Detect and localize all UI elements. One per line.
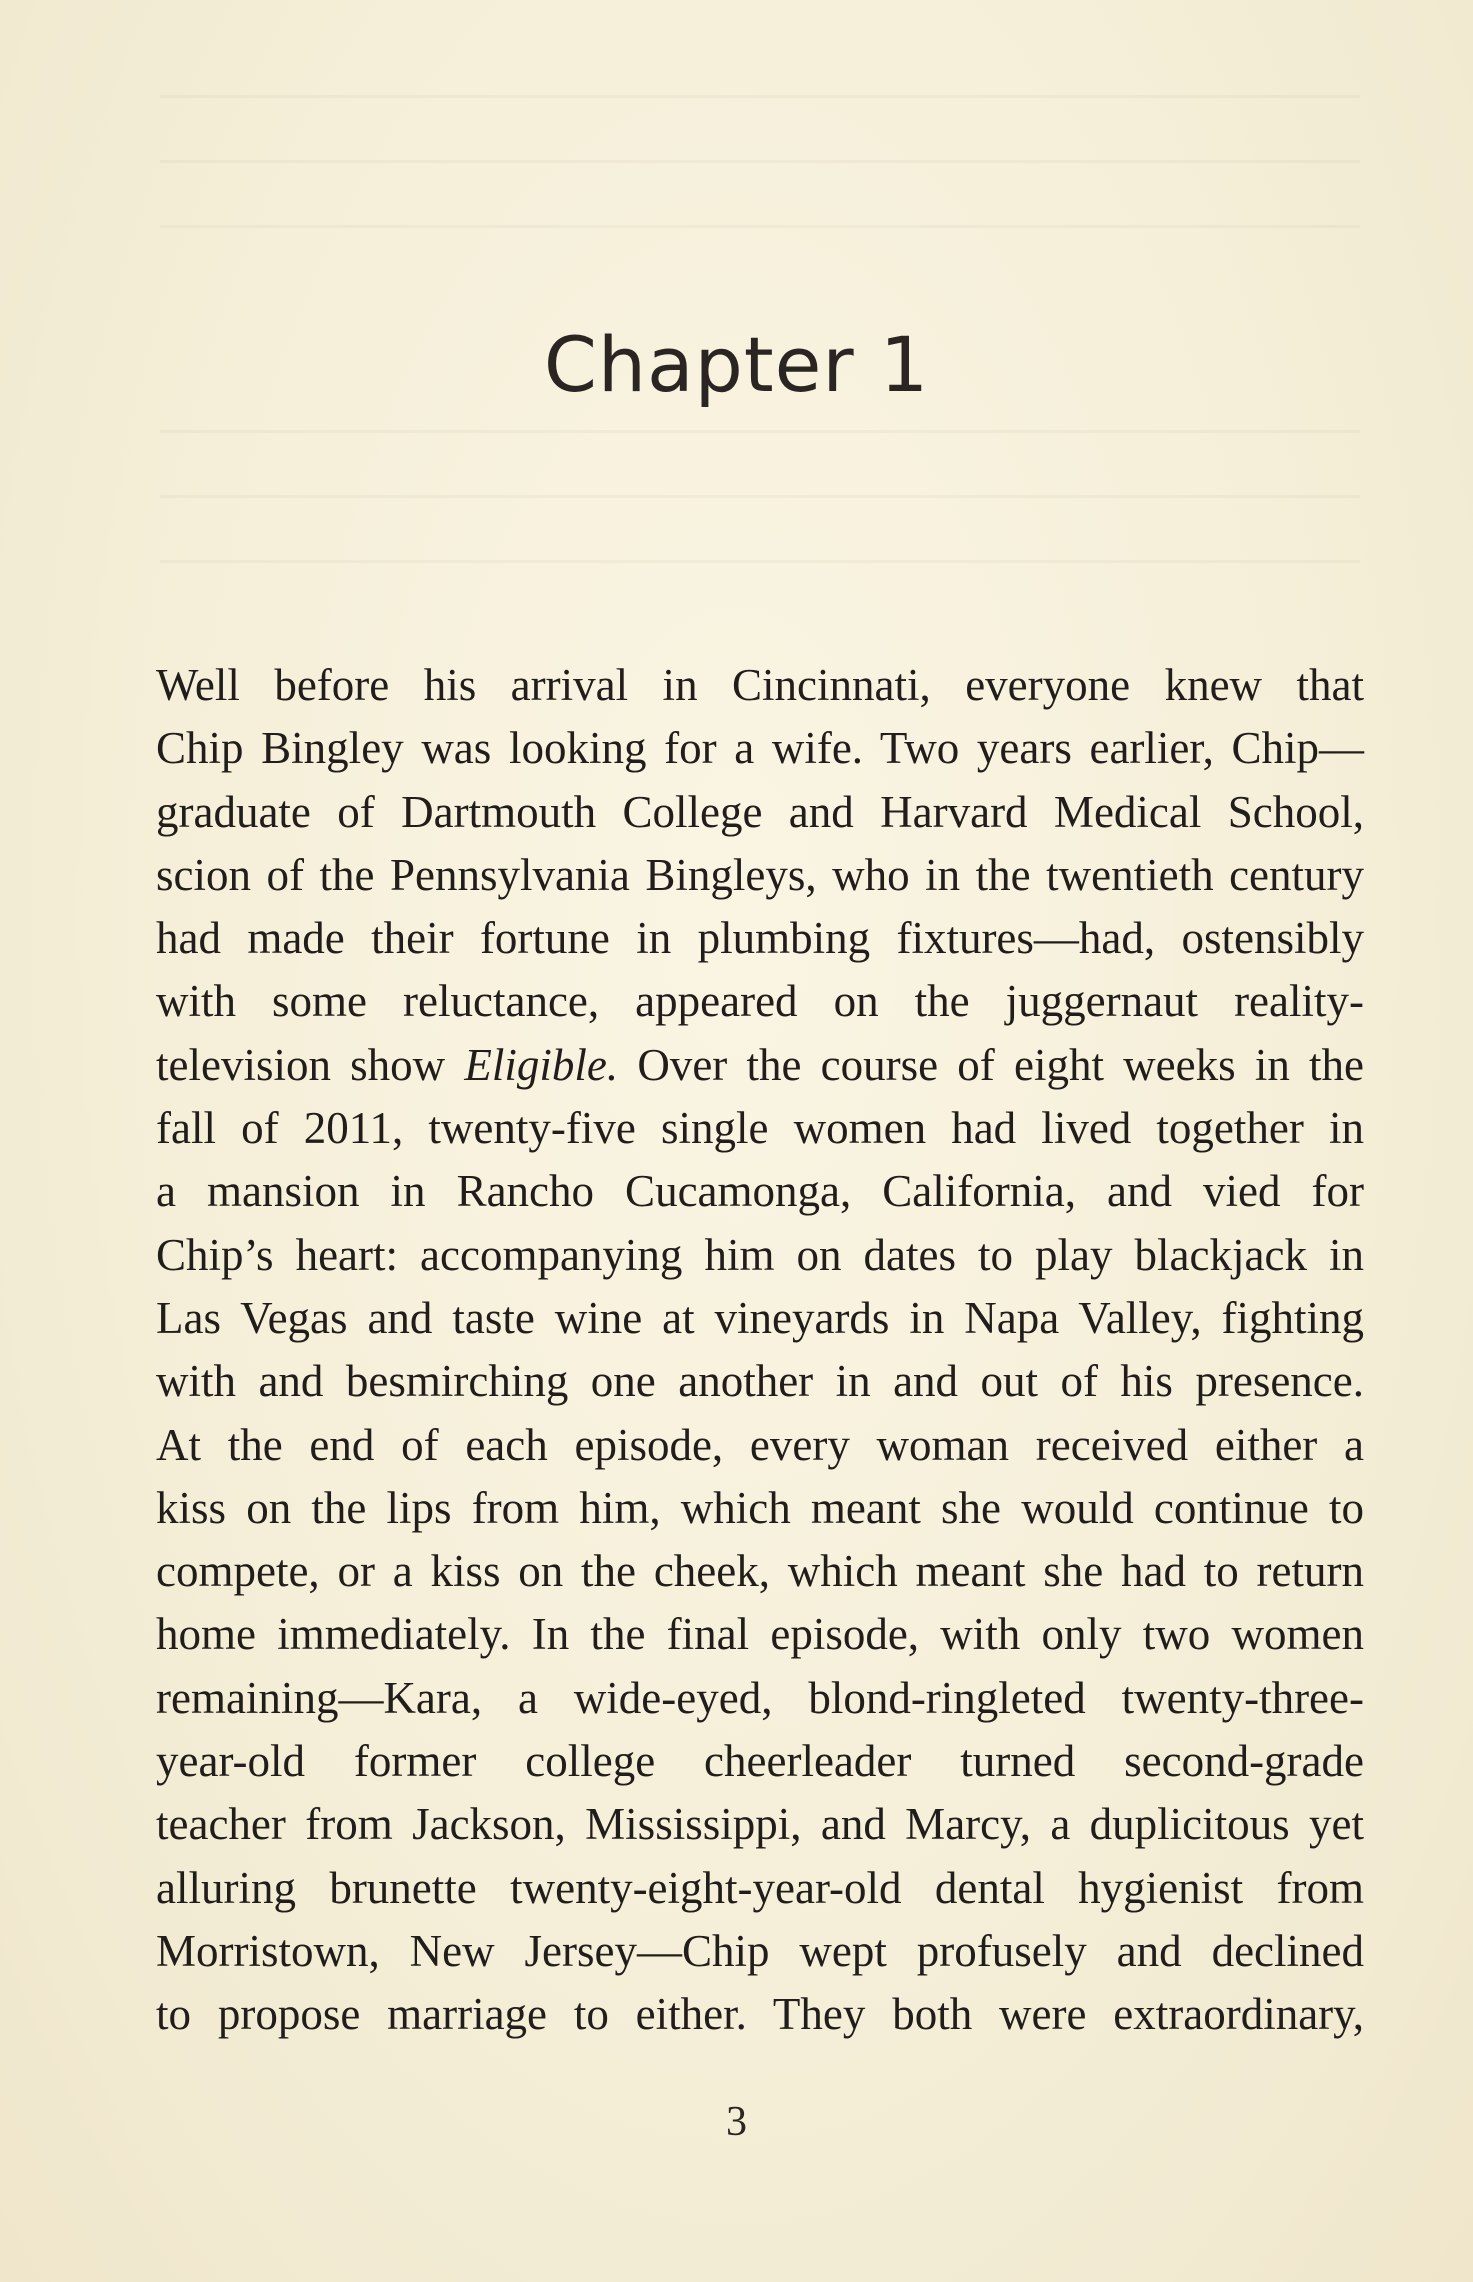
show-through-line: [160, 95, 1360, 98]
text-line: graduate of Dartmouth College and Harvard Medical School,: [156, 786, 1364, 837]
text-segment: television show: [156, 1039, 465, 1090]
text-line: to propose marriage to either. They both were extraordinary,: [156, 1989, 1364, 2040]
text-line: Well before his arrival in Cincinnati, everyone knew that: [156, 660, 1364, 710]
page-number: 3: [726, 2099, 747, 2145]
text-line: scion of the Pennsylvania Bingleys, who in the twentieth century: [156, 849, 1364, 900]
show-through-line: [160, 430, 1360, 433]
text-line: [156, 1034, 1364, 1097]
text-line: teacher from Jackson, Mississippi, and Marcy, a duplicitous yet: [156, 1799, 1364, 1850]
text-line: a mansion in Rancho Cucamonga, California, and vied for: [156, 1166, 1364, 1217]
text-line: fall of 2011, twenty-five single women had lived together in: [156, 1103, 1364, 1154]
text-line: Morristown, New Jersey—Chip wept profusely and declined: [156, 1925, 1364, 1976]
text-line: compete, or a kiss on the cheek, which meant she had to return: [156, 1546, 1364, 1597]
text-line: year-old former college cheerleader turned second-grade: [156, 1736, 1364, 1787]
text-line: remaining—Kara, a wide-eyed, blond-ringleted twenty-three-: [156, 1672, 1364, 1723]
text-line: Chip’s heart: accompanying him on dates to play blackjack in: [156, 1229, 1364, 1280]
text-line: with and besmirching one another in and out of his presence.: [156, 1356, 1364, 1407]
text-line: Chip Bingley was looking for a wife. Two years earlier, Chip—: [156, 723, 1364, 774]
chapter-title: Chapter 1: [543, 320, 930, 409]
text-line: Las Vegas and taste wine at vineyards in Napa Valley, fighting: [156, 1292, 1364, 1343]
text-segment: Over the course of eight weeks in the: [618, 1039, 1364, 1090]
text-line: home immediately. In the final episode, with only two women: [156, 1609, 1364, 1660]
show-through-line: [160, 495, 1360, 498]
text-line: alluring brunette twenty-eight-year-old dental hygienist from: [156, 1862, 1364, 1913]
text-line: At the end of each episode, every woman received either a: [156, 1419, 1364, 1470]
show-through-line: [160, 225, 1360, 228]
text-line: kiss on the lips from him, which meant she would continue to: [156, 1482, 1364, 1533]
show-title-emphasis: Eligible.: [464, 1039, 619, 1090]
text-line: with some reluctance, appeared on the juggernaut reality-: [156, 976, 1364, 1027]
chapter-body-paragraph: [156, 654, 1364, 2047]
show-through-line: [160, 160, 1360, 163]
text-line: had made their fortune in plumbing fixtures—had, ostensibly: [156, 913, 1364, 964]
show-through-line: [160, 560, 1360, 563]
